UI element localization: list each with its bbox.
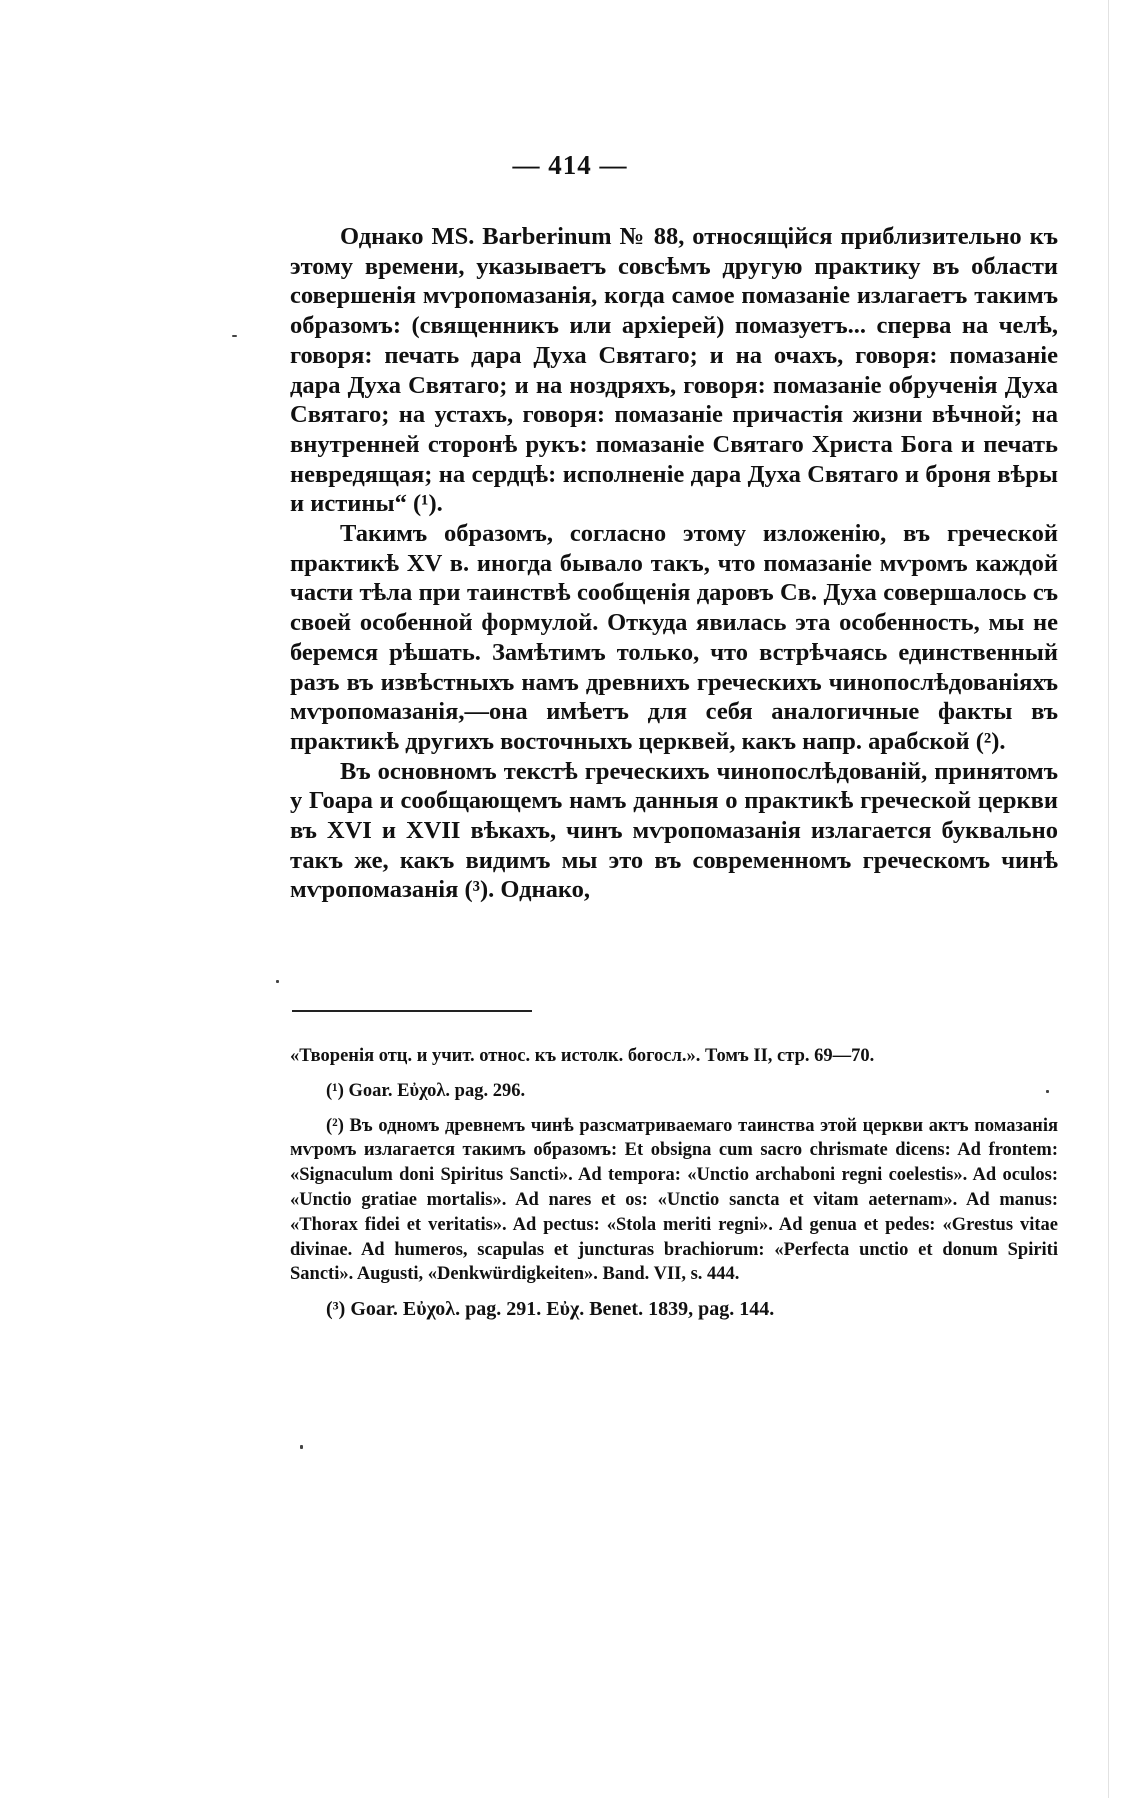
page-number: — 414 — — [512, 150, 628, 180]
body-paragraph: Такимъ образомъ, согласно этому изложенію, въ греческой практикѣ XV в. иногда бывало такъ, что помазаніе мѵромъ каждой части тѣла при таинствѣ сообщенія даровъ Св. Духа совершалось съ своей особенной формулой. Откуда явилась эта особенность, мы не беремся рѣшать. Замѣтимъ только, что встрѣчаясь единственный разъ въ извѣстныхъ намъ древнихъ греческихъ чинопослѣдованіяхъ мѵропомазанія,—она имѣетъ для себя аналогичные факты въ практикѣ другихъ восточныхъ церквей, какъ напр. арабской (²). — [290, 520, 1058, 755]
body-paragraph: Въ основномъ текстѣ греческихъ чинопослѣдованій, принятомъ у Гоара и сообщающемъ намъ данныя о практикѣ греческой церкви въ XVI и XVII вѣкахъ, чинъ мѵропомазанія излагается буквально такъ же, какъ видимъ мы это въ современномъ греческомъ чинѣ мѵропомазанія (³). Однако, — [290, 757, 1058, 904]
scan-speck — [276, 980, 279, 983]
footnote: (³) Goar. Εὐχολ. pag. 291. Εὐχ. Benet. 1839, pag. 144. — [326, 1298, 775, 1321]
footnotes-section — [290, 1044, 1058, 1332]
footnote-divider — [292, 1010, 532, 1012]
page-edge-line — [1108, 0, 1109, 1798]
footnote: (²) Въ одномъ древнемъ чинѣ разсматриваемаго таинства этой церкви актъ помазанія мѵромъ излагается такимъ образомъ: Et obsigna cum sacro chrismate dicens: Ad frontem: «Signaculum doni Spiritus Sancti». Ad tempora: «Unctio archaboni regni coelestis». Ad oculos: «Unctio gratiae mortalis». Ad nares et os: «Unctio sancta et vitam aeternam». Ad manus: «Thorax fidei et veritatis». Ad pectus: «Stola meriti regni». Ad genua et pedes: «Grestus vitae divinae. Ad humeros, scapulas et juncturas brachiorum: «Perfecta unctio et donum Spiriti Sancti». Augusti, «Denkwürdigkeiten». Band. VII, s. 444. — [290, 1115, 1058, 1285]
scan-speck — [1046, 1090, 1049, 1093]
scan-speck — [232, 335, 237, 337]
scan-speck — [300, 1445, 303, 1449]
main-body-text — [290, 222, 1058, 905]
footnote: «Творенія отц. и учит. относ. къ истолк. богосл.». Томъ II, стр. 69—70. — [290, 1046, 875, 1066]
footnote: (¹) Goar. Εὐχολ. pag. 296. — [326, 1080, 526, 1101]
body-paragraph: Однако MS. Barberinum № 88, относящійся приблизительно къ этому времени, указываетъ совсѣмъ другую практику въ области совершенія мѵропомазанія, когда самое помазаніе излагаетъ такимъ образомъ: (священникъ или архіерей) помазуетъ... сперва на челѣ, говоря: печать дара Духа Святаго; и на очахъ, говоря: помазаніе дара Духа Святаго; и на ноздряхъ, говоря: помазаніе обрученія Духа Святаго; на устахъ, говоря: помазаніе причастія жизни вѣчной; на внутренней сторонѣ рукъ: помазаніе Святаго Христа Бога и печать невредящая; на сердцѣ: исполненіе дара Духа Святаго и броня вѣры и истины“ (¹). — [290, 223, 1058, 518]
